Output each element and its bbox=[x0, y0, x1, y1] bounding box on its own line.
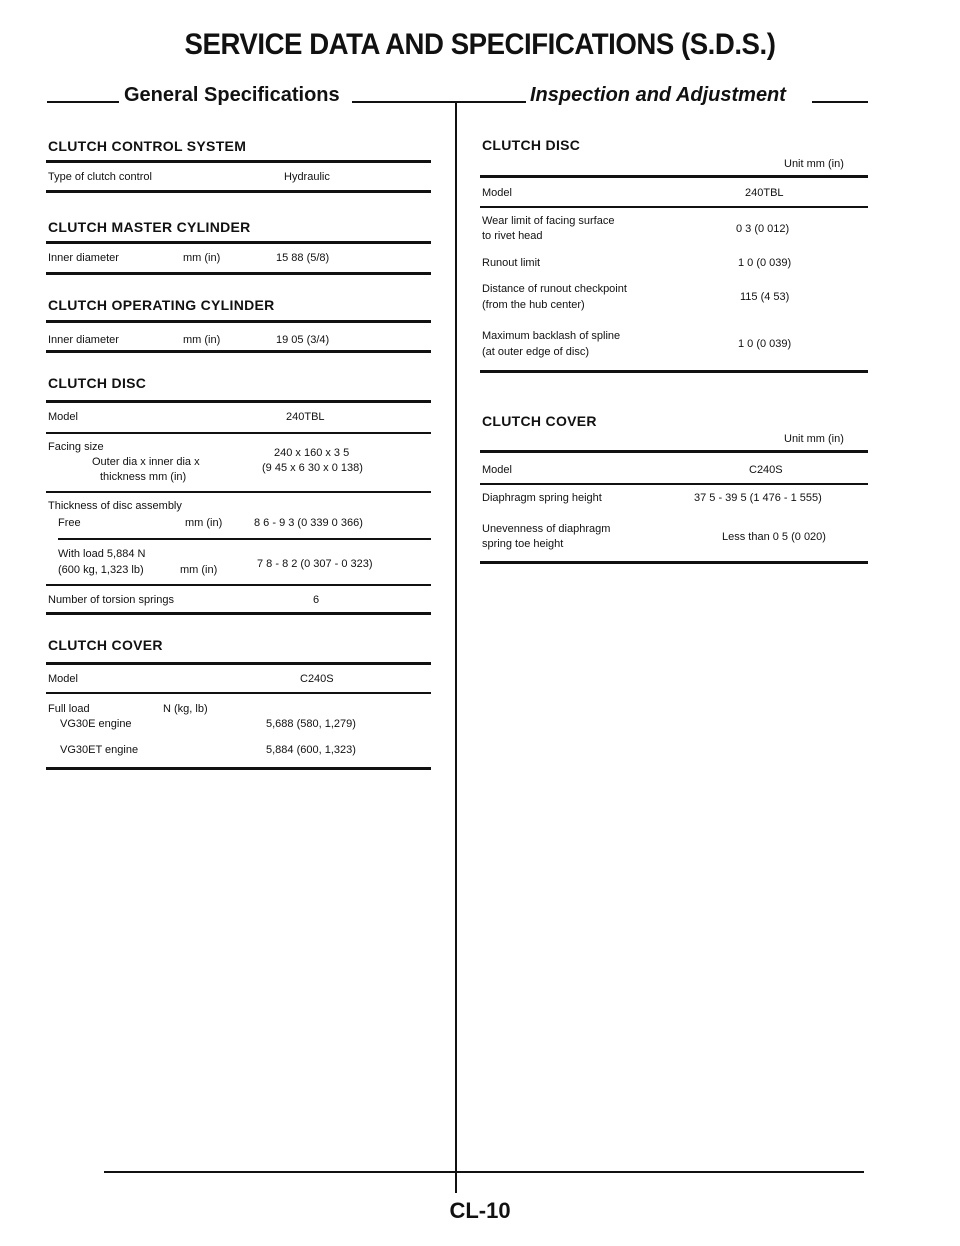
row-value: C240S bbox=[749, 464, 783, 476]
row-value: 0 3 (0 012) bbox=[736, 223, 790, 235]
table-rule bbox=[46, 320, 431, 323]
header-rule bbox=[812, 101, 868, 103]
table-rule bbox=[480, 483, 868, 485]
table-rule bbox=[46, 190, 431, 193]
row-label: Distance of runout checkpoint bbox=[482, 283, 627, 295]
table-rule bbox=[480, 450, 868, 453]
row-label: Model bbox=[48, 673, 78, 685]
row-value: 7 8 - 8 2 (0 307 - 0 323) bbox=[257, 558, 373, 570]
row-value: 37 5 - 39 5 (1 476 - 1 555) bbox=[694, 492, 822, 504]
row-label: to rivet head bbox=[482, 230, 543, 242]
table-rule bbox=[46, 400, 431, 403]
row-sublabel: VG30ET engine bbox=[60, 744, 139, 756]
right-section-header: Inspection and Adjustment bbox=[530, 84, 786, 106]
row-value: 240TBL bbox=[286, 411, 325, 423]
row-sublabel: With load 5,884 N bbox=[58, 548, 146, 560]
row-unit: mm (in) bbox=[183, 334, 221, 346]
header-rule bbox=[47, 101, 119, 103]
row-label: (at outer edge of disc) bbox=[482, 346, 590, 358]
section-heading-clutch-cover: CLUTCH COVER bbox=[48, 637, 163, 653]
row-label: Type of clutch control bbox=[48, 171, 152, 183]
row-label: Inner diameter bbox=[48, 334, 119, 346]
row-label: (from the hub center) bbox=[482, 299, 585, 311]
section-heading-master-cylinder: CLUTCH MASTER CYLINDER bbox=[48, 219, 251, 235]
row-sublabel: (600 kg, 1,323 lb) bbox=[58, 564, 144, 576]
row-label: Maximum backlash of spline bbox=[482, 330, 621, 342]
row-label: Wear limit of facing surface bbox=[482, 215, 615, 227]
row-value: (9 45 x 6 30 x 0 138) bbox=[262, 462, 363, 474]
row-value: 6 bbox=[313, 594, 320, 606]
header-rule bbox=[352, 101, 526, 103]
table-rule bbox=[46, 662, 431, 665]
row-label: Number of torsion springs bbox=[48, 594, 174, 606]
row-value: 5,688 (580, 1,279) bbox=[266, 718, 356, 730]
row-value: 240TBL bbox=[745, 187, 784, 199]
table-rule bbox=[46, 432, 431, 434]
row-value: 1 0 (0 039) bbox=[738, 257, 792, 269]
table-rule bbox=[46, 241, 431, 244]
row-label: spring toe height bbox=[482, 538, 564, 550]
row-value: C240S bbox=[300, 673, 334, 685]
row-value: 115 (4 53) bbox=[740, 291, 790, 303]
section-heading-clutch-disc: CLUTCH DISC bbox=[482, 137, 581, 153]
table-rule bbox=[46, 767, 431, 770]
table-rule bbox=[480, 370, 868, 373]
row-unit: mm (in) bbox=[185, 517, 223, 529]
page-number: CL-10 bbox=[449, 1198, 511, 1223]
row-label: Inner diameter bbox=[48, 252, 119, 264]
table-rule bbox=[480, 561, 868, 564]
section-heading-clutch-disc: CLUTCH DISC bbox=[48, 375, 147, 391]
row-value: 240 x 160 x 3 5 bbox=[274, 447, 350, 459]
row-label: Facing size bbox=[48, 441, 104, 453]
unit-note: Unit mm (in) bbox=[784, 433, 844, 445]
row-value: 8 6 - 9 3 (0 339 0 366) bbox=[254, 517, 363, 529]
row-sublabel: VG30E engine bbox=[60, 718, 132, 730]
row-label: Full load bbox=[48, 703, 90, 715]
section-heading-control-system: CLUTCH CONTROL SYSTEM bbox=[48, 138, 247, 154]
row-value: 19 05 (3/4) bbox=[276, 334, 330, 346]
row-sublabel: Outer dia x inner dia x bbox=[92, 456, 200, 468]
left-section-header: General Specifications bbox=[124, 84, 340, 106]
table-rule bbox=[46, 584, 431, 586]
row-unit: mm (in) bbox=[180, 564, 218, 576]
row-label: Unevenness of diaphragm bbox=[482, 523, 611, 535]
row-label: Runout limit bbox=[482, 257, 541, 269]
table-rule bbox=[480, 175, 868, 178]
table-rule bbox=[46, 160, 431, 163]
bottom-rule bbox=[104, 1171, 864, 1173]
row-value: Hydraulic bbox=[284, 171, 330, 183]
column-divider bbox=[455, 103, 457, 1193]
row-label: Model bbox=[482, 187, 512, 199]
row-value: 15 88 (5/8) bbox=[276, 252, 330, 264]
table-rule bbox=[58, 538, 431, 540]
row-sublabel: Free bbox=[58, 517, 81, 529]
table-rule bbox=[46, 350, 431, 353]
row-value: 1 0 (0 039) bbox=[738, 338, 792, 350]
row-label: Diaphragm spring height bbox=[482, 492, 602, 504]
row-value: Less than 0 5 (0 020) bbox=[722, 531, 826, 543]
row-label: Thickness of disc assembly bbox=[48, 500, 182, 512]
table-rule bbox=[46, 612, 431, 615]
row-value: 5,884 (600, 1,323) bbox=[266, 744, 356, 756]
table-rule bbox=[46, 491, 431, 493]
section-heading-clutch-cover: CLUTCH COVER bbox=[482, 413, 597, 429]
unit-note: Unit mm (in) bbox=[784, 158, 844, 170]
row-unit: N (kg, lb) bbox=[163, 703, 208, 715]
table-rule bbox=[46, 692, 431, 694]
table-rule bbox=[46, 272, 431, 275]
row-label: Model bbox=[482, 464, 512, 476]
section-heading-operating-cylinder: CLUTCH OPERATING CYLINDER bbox=[48, 297, 275, 313]
table-rule bbox=[480, 206, 868, 208]
row-unit: mm (in) bbox=[183, 252, 221, 264]
page-title: SERVICE DATA AND SPECIFICATIONS (S.D.S.) bbox=[184, 28, 776, 61]
row-label: Model bbox=[48, 411, 78, 423]
row-sublabel: thickness mm (in) bbox=[100, 471, 187, 483]
